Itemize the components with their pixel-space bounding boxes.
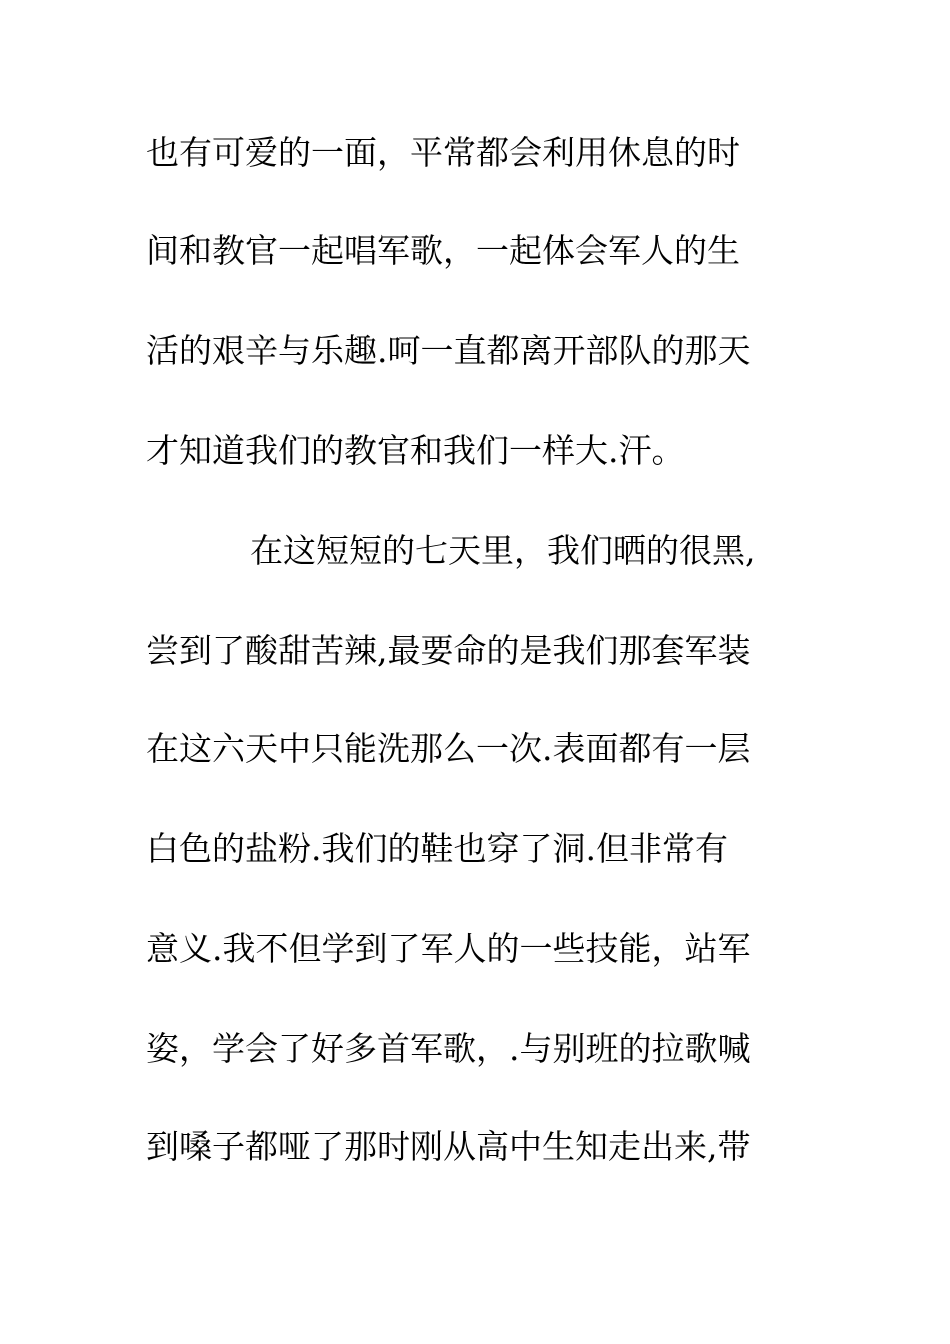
body-text-line: 白色的盐粉.我们的鞋也穿了洞.但非常有: [146, 829, 728, 868]
body-text-line: 到嗓子都哑了那时刚从高中生知走出来,带: [146, 1127, 751, 1166]
body-text-line: 意义.我不但学到了军人的一些技能，站军: [146, 929, 751, 968]
body-text-line: 才知道我们的教官和我们一样大.汗。: [146, 431, 685, 470]
body-text-line: 间和教官一起唱军歌，一起体会军人的生: [146, 231, 740, 270]
body-text-line: 在这六天中只能洗那么一次.表面都有一层: [146, 729, 751, 768]
body-text-line: 姿，学会了好多首军歌，.与别班的拉歌喊: [146, 1029, 751, 1068]
body-text-line: 也有可爱的一面，平常都会利用休息的时: [146, 133, 740, 172]
body-text-line: 活的艰辛与乐趣.呵一直都离开部队的那天: [146, 331, 751, 370]
body-text-line: 尝到了酸甜苦辣,最要命的是我们那套军装: [146, 631, 751, 670]
paragraph-first-line: 在这短短的七天里，我们晒的很黑,: [250, 531, 756, 570]
